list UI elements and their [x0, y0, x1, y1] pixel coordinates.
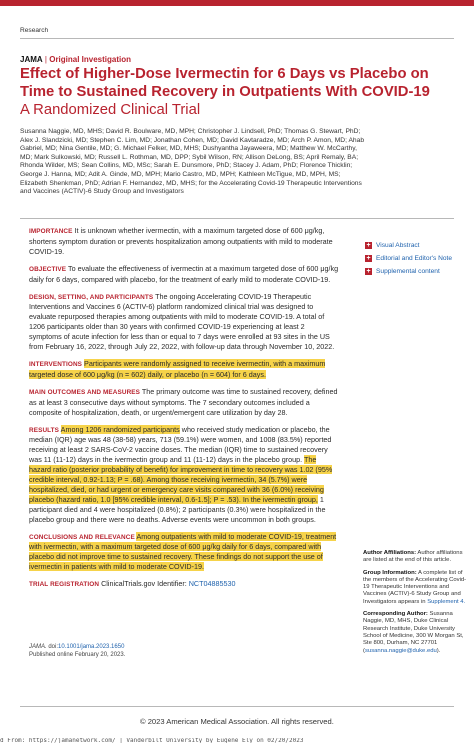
section-heading: OBJECTIVE — [29, 265, 67, 273]
author-list: Susanna Naggie, MD, MHS; David R. Boulware, MD, MPH; Christopher J. Lindsell, PhD; Thomas G. Stewart, PhD; Alex J. Slandzicki, MD; Stephen C. Lim, MD; Jonathan Cohen, MD; David Kavtaradze, MD; Arch P. Amon, MD; Ahab Gabriel, MD; Nina Gentile, MD; G. Michael Felker, MD, MHS; Dushyantha Jayaweera, MD; Matthew W. McCarthy, MD; Mark Sulkowski, MD; Russell L. Rothman, MD, DPP; Sybil Wilson, RN; Allison DeLong, BS; April Remaly, BA; Rhonda Wilder, MS; Sean Collins, MD, MSc; Sarah E. Dunsmore, PhD; Stacey J. Adam, PhD; Florence Thicklin; George J. Hanna, MD; Adit A. Ginde, MD, MPH; Mario Castro, MD, MPH; Kathleen McTigue, MD, MPH, MS; Elizabeth Shenkman, PhD; Adrian F. Hernandez, MD, MHS; for the Accelerating Covid-19 Therapeutic Interventions and Vaccines (ACTIV)-6 Study Group and Investigators — [20, 128, 365, 196]
corresponding-end: ). — [436, 647, 441, 654]
citation — [29, 644, 329, 659]
corresponding-author — [363, 611, 467, 655]
abstract-outcomes — [29, 387, 339, 418]
section-text: It is unknown whether ivermectin, with a maximum targeted dose of 600 μg/kg, shortens symptom duration or prevents hospitalization among outpatients with mild to moderate COVID-19. — [29, 226, 333, 256]
abstract — [29, 226, 339, 597]
editorial-link[interactable] — [365, 255, 470, 262]
published-date: Published online February 20, 2023. — [29, 651, 126, 658]
section-heading: RESULTS — [29, 426, 60, 434]
section-heading: TRIAL REGISTRATION — [29, 581, 100, 589]
doi-prefix: doi: — [46, 644, 59, 650]
journal-name: JAMA — [20, 55, 43, 64]
journal-separator: | — [44, 55, 47, 64]
trial-id-link[interactable]: NCT04885530 — [188, 579, 236, 589]
section-text: The primary outcome was time to sustained recovery, defined as at least 3 consecutive days without symptoms. The 7 secondary outcomes included a composite of hospitalization, death, or urgent/emergent care utilization by day 28. — [29, 386, 338, 417]
abstract-interventions — [29, 359, 339, 380]
abstract-conclusions — [29, 532, 339, 573]
section-text: 1 participant died and 4 were hospitalized (0.8%); 2 participants (0.3%) were hospitalized in the placebo group and there were no deaths. Adverse events were uncommon in both groups. — [29, 494, 326, 524]
download-footer: d From: https://jamanetwork.com/ | Vanderbilt University by Eugene Ely on 02/20/2023 — [0, 738, 304, 743]
section-label: Research — [20, 27, 49, 34]
link-label: Visual Abstract — [376, 242, 420, 249]
section-heading: CONCLUSIONS AND RELEVANCE — [29, 533, 135, 541]
abstract-objective — [29, 264, 339, 285]
corresponding-text: Susanna Naggie, MD, MHS, Duke Clinical Research Institute, Duke University School of Medicine, 300 W Morgan St, Ste 800, Durham, NC 27701 ( — [363, 611, 464, 654]
article-type: Original Investigation — [49, 55, 132, 64]
highlighted-text: Among outpatients with mild to moderate COVID-19, treatment with ivermectin, with a maximum targeted dose of 600 μg/kg daily for 6 days, compared with placebo did not improve time to sustained recovery. These findings do not support the use of ivermectin in patients with mild to moderate COVID-19. — [29, 531, 337, 572]
author-affiliations — [363, 550, 467, 565]
section-heading: MAIN OUTCOMES AND MEASURES — [29, 388, 141, 396]
journal-line — [20, 55, 131, 64]
group-text: A complete list of the members of the Accelerating Covid-19 Therapeutic Interventions and Vaccines (ACTIV)-6 Study Group and Investigators appears in — [363, 569, 467, 605]
plus-icon: + — [366, 268, 371, 275]
header-rule — [20, 38, 454, 39]
abstract-importance — [29, 226, 339, 257]
link-label: Editorial and Editor's Note — [376, 255, 453, 262]
footer-rule — [20, 706, 454, 707]
section-text: To evaluate the effectiveness of ivermectin at a maximum targeted dose of 600 μg/kg daily for 6 days, compared with placebo, for the treatment of early mild to moderate COVID-19. — [29, 263, 339, 284]
visual-abstract-link[interactable] — [365, 242, 470, 249]
supplement-link[interactable]: Supplement 4. — [427, 598, 466, 605]
link-label: Supplemental content — [376, 268, 440, 275]
side-links — [365, 242, 470, 281]
abstract-design — [29, 292, 339, 352]
highlighted-text: Among 1206 randomized participants — [60, 424, 180, 434]
section-heading: INTERVENTIONS — [29, 360, 83, 368]
highlighted-text: The hazard ratio (posterior probability of benefit) for improvement in time to recovery was 1.02 (95% credible interval, 0.92-1.13; P = .68). Among those receiving ivermectin, 34 (5.7%) were hospitalized, died, or had urgent or emergency care visits compared with 36 (6.0%) receiving placebo (hazard ratio, 1.0 [95% credible interval, 0.6-1.5]; P = .53). In the ivermectin group, — [29, 455, 333, 504]
group-label: Group Information: — [363, 569, 417, 576]
affiliations-text: Author affiliations are listed at the end of this article. — [363, 550, 463, 564]
section-heading: IMPORTANCE — [29, 228, 73, 235]
plus-icon: + — [366, 255, 371, 262]
abstract-registration — [29, 579, 339, 590]
citation-journal: JAMA. — [29, 644, 47, 650]
section-text: The ongoing Accelerating COVID-19 Therapeutic Interventions and Vaccines 6 (ACTIV-6) platform randomized clinical trial was designed to evaluate repurposed therapies among outpatients with mild to moderate COVID-19. A total of 1206 participants older than 30 years with confirmed COVID-19 experiencing at least 2 symptoms of acute infection for less than or equal to 7 days were enrolled at 93 sites in the US from February 16, 2022, through July 22, 2022, with follow-up data through November 10, 2022. — [29, 291, 335, 352]
abstract-results — [29, 425, 339, 525]
copyright: © 2023 American Medical Association. All rights reserved. — [140, 717, 334, 726]
plus-icon: + — [366, 242, 371, 249]
email-link[interactable]: susanna.naggie@duke.edu — [364, 647, 437, 654]
author-sidebar — [363, 550, 467, 660]
doi-link[interactable]: 10.1001/jama.2023.1650 — [58, 644, 125, 650]
journal-top-bar — [0, 0, 474, 6]
section-text: who received study medication or placebo, the median (IQR) age was 48 (38-58) years, 713 (59.1%) were women, and 1008 (83.5%) reported receiving at least 2 SARS-CoV-2 vaccine doses. The median (IQR) time to sustained recovery was 11 (11-12) days in the ivermectin group and 11 (11-12) days in the placebo group. — [29, 424, 332, 465]
article-subtitle: A Randomized Clinical Trial — [20, 102, 201, 118]
corresponding-label: Corresponding Author: — [363, 611, 428, 618]
abstract-top-rule — [20, 218, 454, 219]
group-information — [363, 570, 467, 606]
affiliations-label: Author Affiliations: — [363, 550, 417, 556]
highlighted-text: Participants were randomly assigned to receive ivermectin, with a maximum targeted dose of 600 μg/kg (n = 602) daily, or placebo (n = 604) for 6 days. — [29, 358, 326, 379]
supplemental-content-link[interactable] — [365, 268, 470, 275]
article-title: Effect of Higher-Dose Ivermectin for 6 Days vs Placebo on Time to Sustained Recovery in Outpatients With COVID-19 — [20, 66, 430, 100]
section-heading: DESIGN, SETTING, AND PARTICIPANTS — [29, 293, 154, 301]
section-text: ClinicalTrials.gov Identifier: — [101, 579, 189, 589]
